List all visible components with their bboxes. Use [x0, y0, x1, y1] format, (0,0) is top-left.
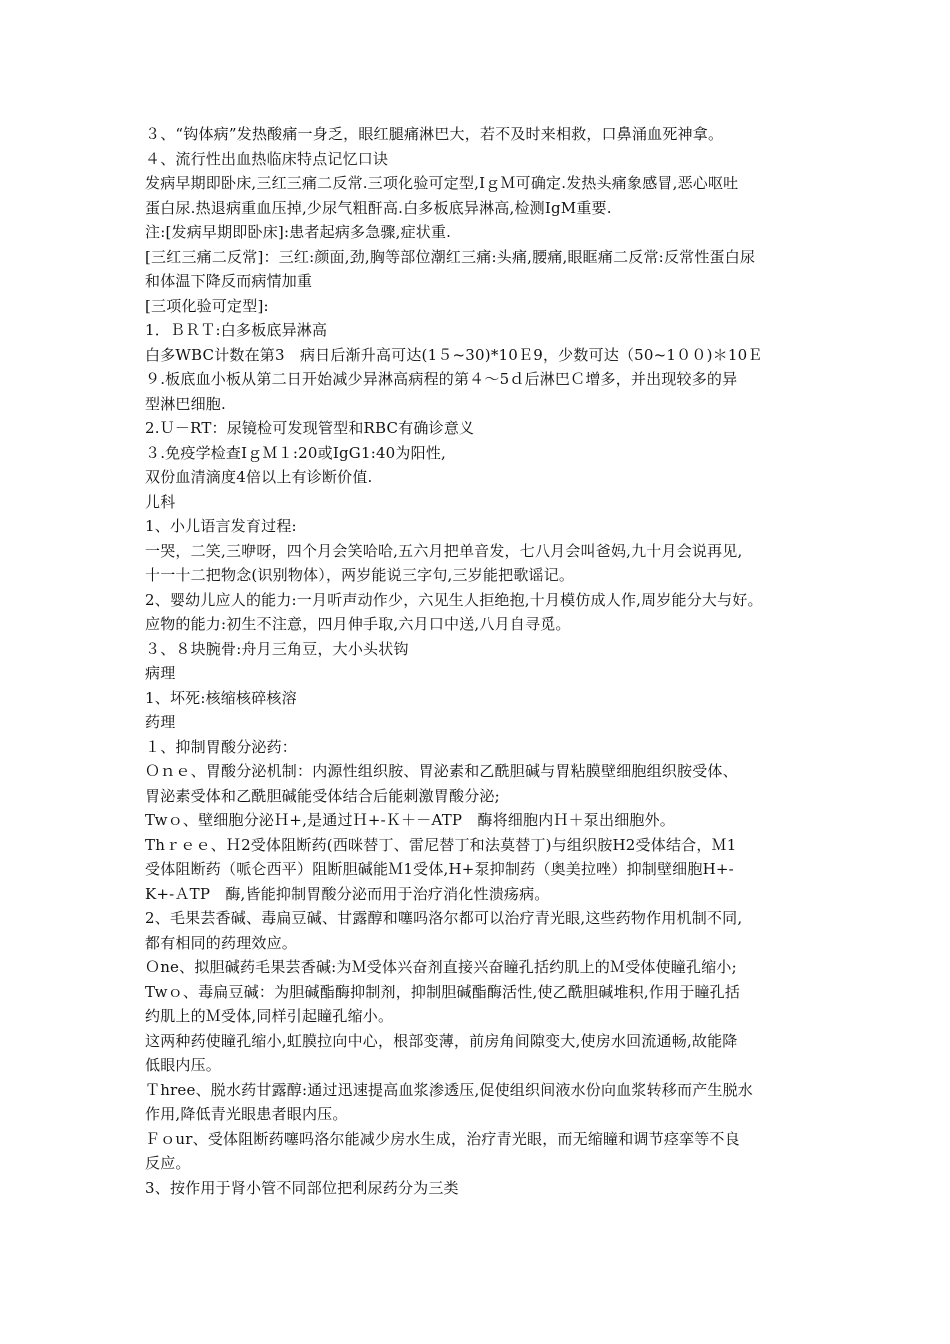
text-line: Ｆｏur、受体阻断药噻吗洛尔能减少房水生成，治疗青光眼，而无缩瞳和调节痉挛等不良 [145, 1129, 740, 1148]
text-line: 低眼内压。 [145, 1056, 222, 1074]
text-line: 1、坏死:核缩核碎核溶 [145, 688, 297, 707]
text-line: 胃泌素受体和乙酰胆碱能受体结合后能刺激胃酸分泌; [145, 786, 500, 805]
text-line: ９.板底血小板从第二日开始减少异淋高病程的第４～5ｄ后淋巴Ｃ增多，并出现较多的异 [145, 370, 738, 388]
section-heading: 药理 [145, 713, 176, 731]
text-line: 和体温下降反而病情加重 [145, 272, 313, 290]
text-line: 2、婴幼儿应人的能力:一月听声动作少，六见生人拒绝抱,十月模仿成人作,周岁能分大与好。 [145, 590, 763, 609]
text-line: 型淋巴细胞. [145, 394, 226, 413]
text-line: 反应。 [145, 1154, 191, 1172]
text-line: 一哭，二笑,三咿呀，四个月会笑哈哈,五六月把单音发，七八月会叫爸妈,九十月会说再见, [145, 541, 743, 560]
text-line: 发病早期即卧床,三红三痛二反常.三项化验可定型,IｇＭ可确定.发热头痛象感冒,恶心呕吐 [145, 174, 739, 192]
text-line: Thｒｅｅ、Ｈ2受体阻断药(西咪替丁、雷尼替丁和法莫替丁)与组织胺H2受体结合，Ｍ1 [145, 835, 737, 854]
text-line: 受体阻断药（哌仑西平）阻断胆碱能Ｍ1受体,H+泵抑制药（奥美拉唑）抑制壁细胞H+- [145, 860, 734, 878]
text-line: 1、小儿语言发育过程: [145, 517, 297, 535]
text-line: ３.免疫学检查IｇＭ１:20或IgG1:40为阳性, [145, 443, 446, 462]
text-line: Ｔhree、脱水药甘露醇:通过迅速提高血浆渗透压,促使组织间液水份向血浆转移而产生脱水 [145, 1080, 754, 1099]
text-line: Ｏｎｅ、胃酸分泌机制：内源性组织胺、胃泌素和乙酰胆碱与胃粘膜壁细胞组织胺受体、 [145, 762, 738, 780]
text-line: K+-ＡTP 酶,皆能抑制胃酸分泌而用于治疗消化性溃疡病。 [145, 884, 550, 903]
text-line: 蛋白尿.热退病重血压掉,少尿气粗酐高.白多板底异淋高,检测IgM重要. [145, 198, 612, 217]
text-line: 3、按作用于肾小管不同部位把利尿药分为三类 [145, 1178, 459, 1197]
text-line: 1．ＢＲＴ:白多板底异淋高 [145, 321, 328, 339]
text-line: ４、流行性出血热临床特点记忆口诀 [145, 149, 389, 168]
text-line: 2.Ｕ－RT：尿镜检可发现管型和RBC有确诊意义 [145, 419, 475, 437]
text-line: ３、８块腕骨:舟月三角豆，大小头状钩 [145, 639, 409, 658]
text-line: 注:[发病早期即卧床]:患者起病多急骤,症状重. [145, 223, 452, 241]
text-line: [三红三痛二反常]：三红:颜面,劲,胸等部位潮红三痛:头痛,腰痛,眼眶痛二反常:反常性蛋白尿 [145, 247, 756, 266]
text-line: Twｏ、毒扁豆碱：为胆碱酯酶抑制剂，抑制胆碱酯酶活性,使乙酰胆碱堆积,作用于瞳孔括 [145, 982, 741, 1001]
document-body [145, 122, 810, 1200]
text-line: [三项化验可定型]: [145, 296, 269, 315]
text-line: １、抑制胃酸分泌药： [145, 737, 298, 756]
text-line: Twｏ、壁细胞分泌Ｈ+,是通过Ｈ+-Ｋ＋－ATP 酶将细胞内Ｈ＋泵出细胞外。 [145, 811, 675, 829]
text-line: 约肌上的Ｍ受体,同样引起瞳孔缩小。 [145, 1007, 394, 1025]
text-line: 白多WBC计数在第3 病日后渐升高可达(1５~30)*10Ｅ9，少数可达（50~1００)＊10Ｅ [145, 345, 763, 364]
text-line: 十一十二把物念(识别物体），两岁能说三字句,三岁能把歌谣记。 [145, 566, 575, 584]
text-line: 双份血清滴度4倍以上有诊断价值. [145, 468, 373, 486]
section-heading: 儿科 [145, 492, 176, 511]
text-line: ３、“钩体病”发热酸痛一身乏，眼红腿痛淋巴大，若不及时来相救，口鼻涌血死神拿。 [145, 125, 724, 143]
text-line: 应物的能力:初生不注意，四月伸手取,六月口中送,八月自寻觅。 [145, 615, 571, 633]
text-line: 都有相同的药理效应。 [145, 933, 298, 952]
text-line: 作用,降低青光眼患者眼内压。 [145, 1105, 348, 1123]
text-line: 这两种药使瞳孔缩小,虹膜拉向中心，根部变薄，前房角间隙变大,使房水回流通畅,故能降 [145, 1031, 738, 1050]
text-line: Ｏne、拟胆碱药毛果芸香碱:为Ｍ受体兴奋剂直接兴奋瞳孔括约肌上的Ｍ受体使瞳孔缩小; [145, 958, 737, 976]
section-heading: 病理 [145, 664, 176, 682]
text-line: 2、毛果芸香碱、毒扁豆碱、甘露醇和噻吗洛尔都可以治疗青光眼,这些药物作用机制不同, [145, 909, 743, 927]
